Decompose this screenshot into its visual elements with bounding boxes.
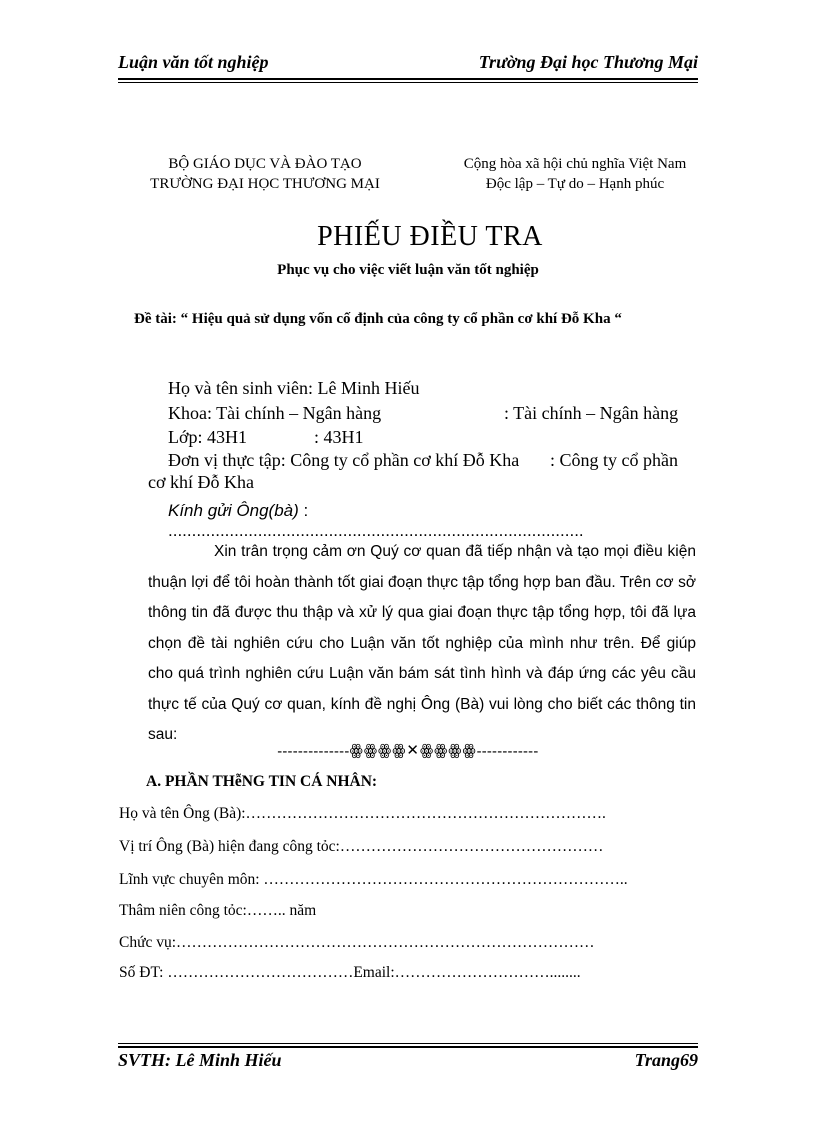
footer-rule: [118, 1043, 698, 1048]
field-seniority[interactable]: Thâm niên công tỏc:…….. năm: [119, 902, 317, 919]
intro-paragraph: Xin trân trọng cảm ơn Quý cơ quan đã tiếp nhận và tạo mọi điều kiện thuận lợi để tôi hoàn thành tốt giai đoạn thực tập tổng hợp ban đầu. Trên cơ sở thông tin đã được thu thập và xử lý qua giai đoạn thực tập tổng hợp, tôi đã lựa chọn đề tài nghiên cứu cho Luận văn tốt nghiệp của mình như trên. Để giúp cho quá trình nghiên cứu Luận văn bám sát tình hình và đáp ứng các yêu cầu thực tế của Quý cơ quan, kính đề nghị Ông (Bà) vui lòng cho biết các thông tin sau:: [148, 543, 696, 743]
unit-continuation: cơ khí Đỗ Kha: [148, 472, 254, 492]
greeting-line: [168, 501, 698, 541]
divider-right: ------------: [476, 744, 539, 759]
field-title[interactable]: Chức vụ:………………………………………………………………………: [119, 934, 595, 951]
unit-label: Đơn vị thực tập: Công ty cổ phần cơ khí Đỗ Kha: [168, 450, 520, 470]
divider-ornament: ꙮꙮꙮꙮ✕ꙮꙮꙮꙮ: [349, 743, 477, 759]
header-rule: [118, 78, 698, 83]
field-specialty[interactable]: Lĩnh vực chuyên môn: ……………………………………………………………..: [119, 871, 628, 888]
class-line: [168, 427, 364, 448]
unit-extra: : Công ty cổ phần: [550, 450, 678, 470]
faculty-label: Khoa: Tài chính – Ngân hàng: [168, 403, 382, 423]
ministry-line-2: TRƯỜNG ĐẠI HỌC THƯƠNG MẠI: [150, 176, 380, 192]
topic-line: Đề tài: “ Hiệu quả sử dụng vốn cố định của công ty cổ phần cơ khí Đỗ Kha “: [134, 311, 622, 327]
student-name: Họ và tên sinh viên: Lê Minh Hiếu: [168, 378, 420, 398]
field-position[interactable]: Vị trí Ông (Bà) hiện đang công tỏc:……………………………………………: [119, 838, 604, 855]
page-header: [118, 50, 698, 80]
greeting-label: Kính gửi Ông(bà): [168, 501, 299, 520]
greeting-dots: : ........................................................................................: [168, 501, 584, 540]
field-phone-email[interactable]: Số ĐT: ………………………………Email:…………………………........: [119, 964, 581, 981]
footer-left: SVTH: Lê Minh Hiếu: [118, 1050, 282, 1070]
field-name[interactable]: Họ và tên Ông (Bà):…………………………………………………………….: [119, 805, 606, 822]
footer-right: Trang69: [634, 1050, 698, 1070]
ministry-block: [115, 154, 415, 194]
unit-line: [168, 450, 698, 471]
divider-left: --------------: [277, 744, 350, 759]
document-title: PHIẾU ĐIỀU TRA: [317, 221, 543, 252]
class-extra: : 43H1: [314, 427, 364, 447]
header-left: Luận văn tốt nghiệp: [118, 52, 269, 72]
motto-line-2: Độc lập – Tự do – Hạnh phúc: [485, 176, 665, 192]
ministry-line-1: BỘ GIÁO DỤC VÀ ĐÀO TẠO: [168, 156, 362, 172]
header-right: Trường Đại học Thương Mại: [478, 52, 698, 72]
faculty-extra: : Tài chính – Ngân hàng: [504, 403, 679, 423]
ornament-divider: [0, 741, 816, 760]
class-label: Lớp: 43H1: [168, 427, 248, 447]
motto-line-1: Cộng hòa xã hội chủ nghĩa Việt Nam: [463, 156, 687, 172]
motto-block: [425, 154, 725, 194]
document-subtitle: Phục vụ cho việc viết luận văn tốt nghiệp: [277, 262, 539, 278]
faculty-line: [168, 403, 679, 424]
section-a-heading: A. PHẦN THễNG TIN CÁ NHÂN:: [146, 773, 378, 790]
